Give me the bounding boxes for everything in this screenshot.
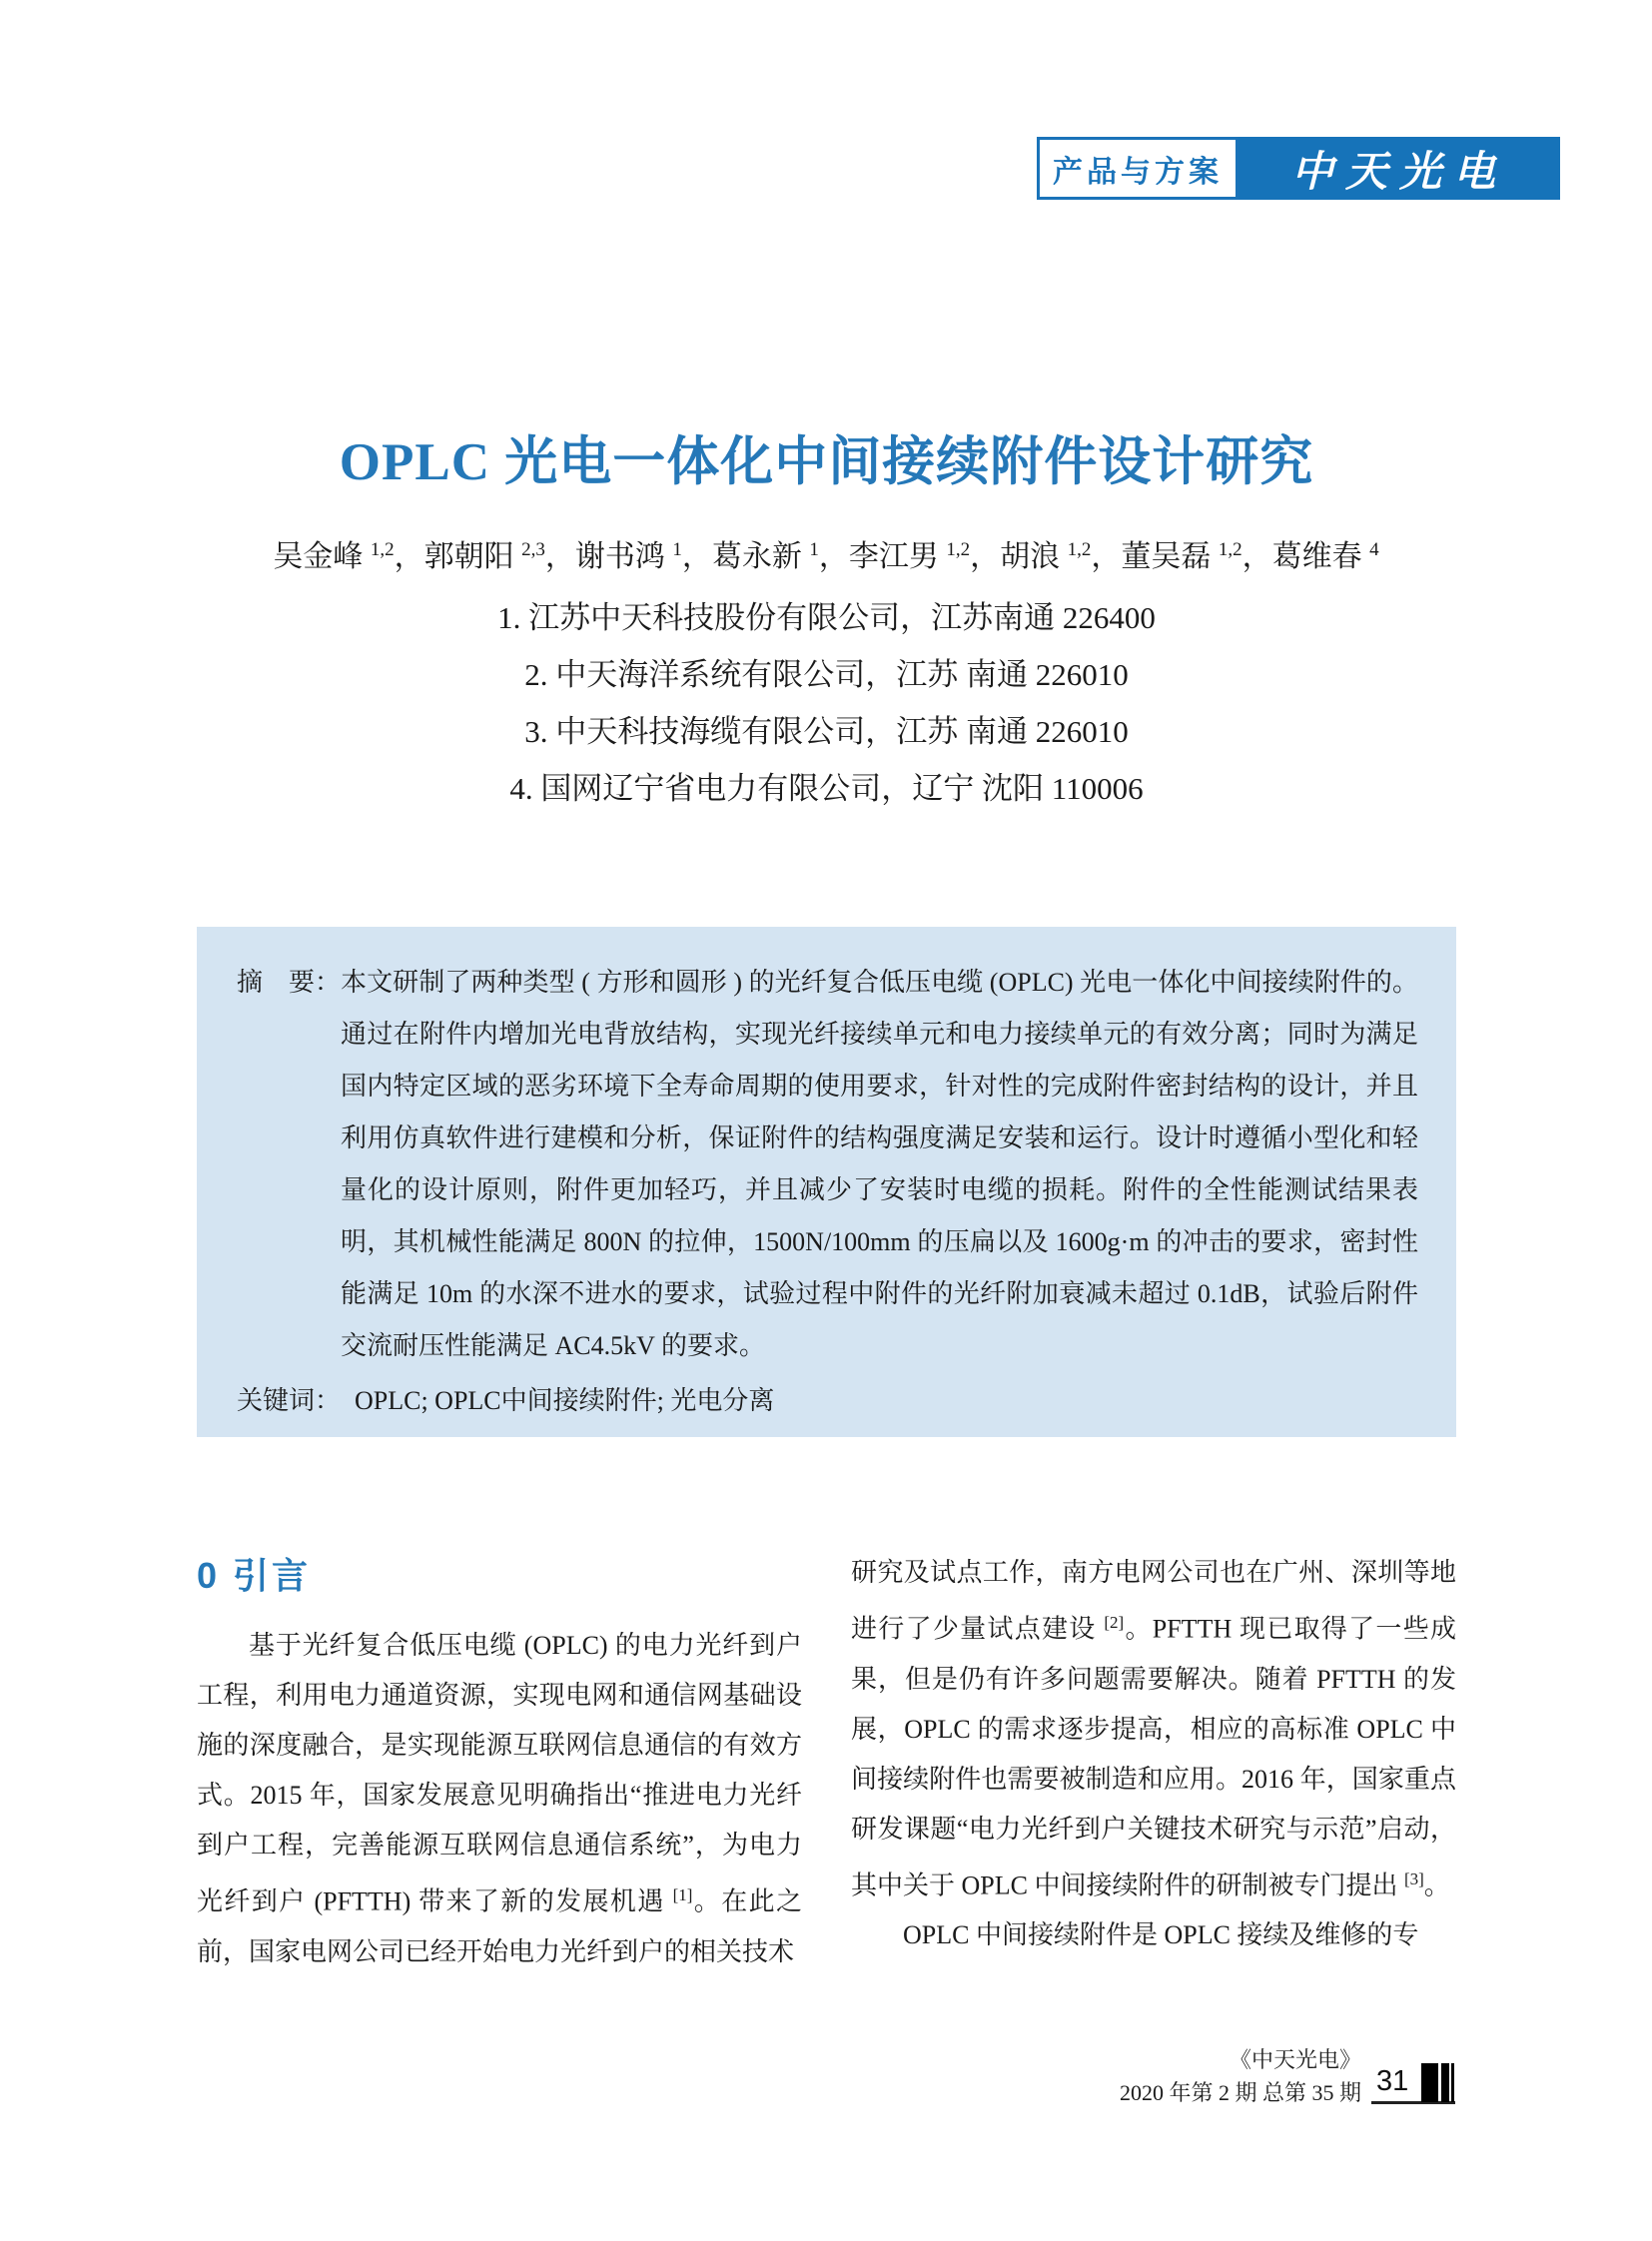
abstract-row bbox=[237, 957, 1418, 1372]
author: 吴金峰 $^{1,2}$ bbox=[273, 539, 395, 573]
affiliation-line: 1. 江苏中天科技股份有限公司，江苏南通 226400 bbox=[497, 600, 1156, 635]
column-badge bbox=[1037, 137, 1239, 200]
page-edge-bar-icon bbox=[1451, 2063, 1454, 2102]
brand-logo-text: 中天光电 bbox=[1290, 149, 1507, 196]
footer-block bbox=[1062, 2043, 1361, 2109]
page-edge-bar-icon bbox=[1421, 2063, 1438, 2102]
page-number: 31 bbox=[1376, 2065, 1409, 2097]
section-heading-intro: 0 引言 bbox=[197, 1555, 312, 1596]
paper-title: OPLC 光电一体化中间接续附件设计研究 bbox=[339, 433, 1314, 491]
abstract-box bbox=[197, 927, 1456, 1437]
author: 郭朝阳 $^{2,3}$ bbox=[423, 539, 545, 573]
intro-right-column bbox=[851, 1548, 1456, 1960]
column-badge-label: 产品与方案 bbox=[1053, 155, 1223, 189]
author: 胡浪 $^{1,2}$ bbox=[1000, 539, 1092, 573]
affiliation-line: 4. 国网辽宁省电力有限公司，辽宁 沈阳 110006 bbox=[509, 771, 1144, 806]
intro-paragraph: OPLC 中间接续附件是 OPLC 接续及维修的专 bbox=[903, 1920, 1419, 1950]
abstract-label: 摘 要： bbox=[237, 968, 342, 997]
brand-logo bbox=[1239, 137, 1560, 200]
intro-paragraph: 研究及试点工作，南方电网公司也在广州、深圳等地进行了少量试点建设 [2]。PFTTH 现已取得了一些成果，但是仍有许多问题需要解决。随着 PFTTH 的发展，OPLC 的需求逐步提高，相应的高标准 OPLC 中间接续附件也需要被制造和应用。2016 年，国家重点研发课题“电力光纤到户关键技术研究与示范”启动，其中关于 OPLC 中间接续附件的研制被专门提出 [3]。 bbox=[851, 1558, 1456, 1900]
keywords-text: OPLC; OPLC中间接续附件; 光电分离 bbox=[355, 1386, 775, 1415]
affiliation-line: 2. 中天海洋系统有限公司，江苏 南通 226010 bbox=[524, 657, 1129, 692]
author: 葛维春 $^4$ bbox=[1271, 539, 1379, 573]
authors-line: 吴金峰 $^{1,2}$，郭朝阳 $^{2,3}$，谢书鸿 $^1$，葛永新 $^1$，李江男 $^{1,2}$，胡浪 $^{1,2}$，董吴磊 $^{1,2}$，葛维春 $^4$ bbox=[273, 539, 1379, 573]
author: 董吴磊 $^{1,2}$ bbox=[1121, 539, 1242, 573]
page-edge-bar-icon bbox=[1441, 2063, 1449, 2102]
intro-left-column bbox=[197, 1621, 802, 1977]
author: 葛永新 $^1$ bbox=[711, 539, 819, 573]
affiliations-block bbox=[197, 589, 1456, 817]
author: 李江男 $^{1,2}$ bbox=[848, 539, 971, 573]
footer-issue-info: 2020 年第 2 期 总第 35 期 bbox=[1119, 2080, 1361, 2105]
affiliation-line: 3. 中天科技海缆有限公司，江苏 南通 226010 bbox=[524, 714, 1129, 749]
abstract-text: 本文研制了两种类型 ( 方形和圆形 ) 的光纤复合低压电缆 (OPLC) 光电一体化中间接续附件的。通过在附件内增加光电背放结构，实现光纤接续单元和电力接续单元的有效分离；同时为满足国内特定区域的恶劣环境下全寿命周期的使用要求，针对性的完成附件密封结构的设计，并且利用仿真软件进行建模和分析，保证附件的结构强度满足安装和运行。设计时遵循小型化和轻量化的设计原则，附件更加轻巧，并且减少了安装时电缆的损耗。附件的全性能测试结果表明，其机械性能满足 800N 的拉伸，1500N/100mm 的压扁以及 1600g·m 的冲击的要求，密封性能满足 10m 的水深不进水的要求，试验过程中附件的光纤附加衰减未超过 0.1dB，试验后附件交流耐压性能满足 AC4.5kV 的要求。 bbox=[341, 968, 1418, 1360]
footer-journal-name: 《中天光电》 bbox=[1229, 2047, 1361, 2072]
keywords-label: 关键词： bbox=[237, 1386, 342, 1415]
keywords-row bbox=[237, 1380, 1418, 1422]
intro-paragraph: 基于光纤复合低压电缆 (OPLC) 的电力光纤到户工程，利用电力通道资源，实现电网和通信网基础设施的深度融合，是实现能源互联网信息通信的有效方式。2015 年，国家发展意见明确指出“推进电力光纤到户工程，完善能源互联网信息通信系统”，为电力光纤到户 (PFTTH) 带来了新的发展机遇 [1]。在此之前，国家电网公司已经开始电力光纤到户的相关技术 bbox=[197, 1631, 802, 1966]
author: 谢书鸿 $^1$ bbox=[574, 539, 682, 573]
